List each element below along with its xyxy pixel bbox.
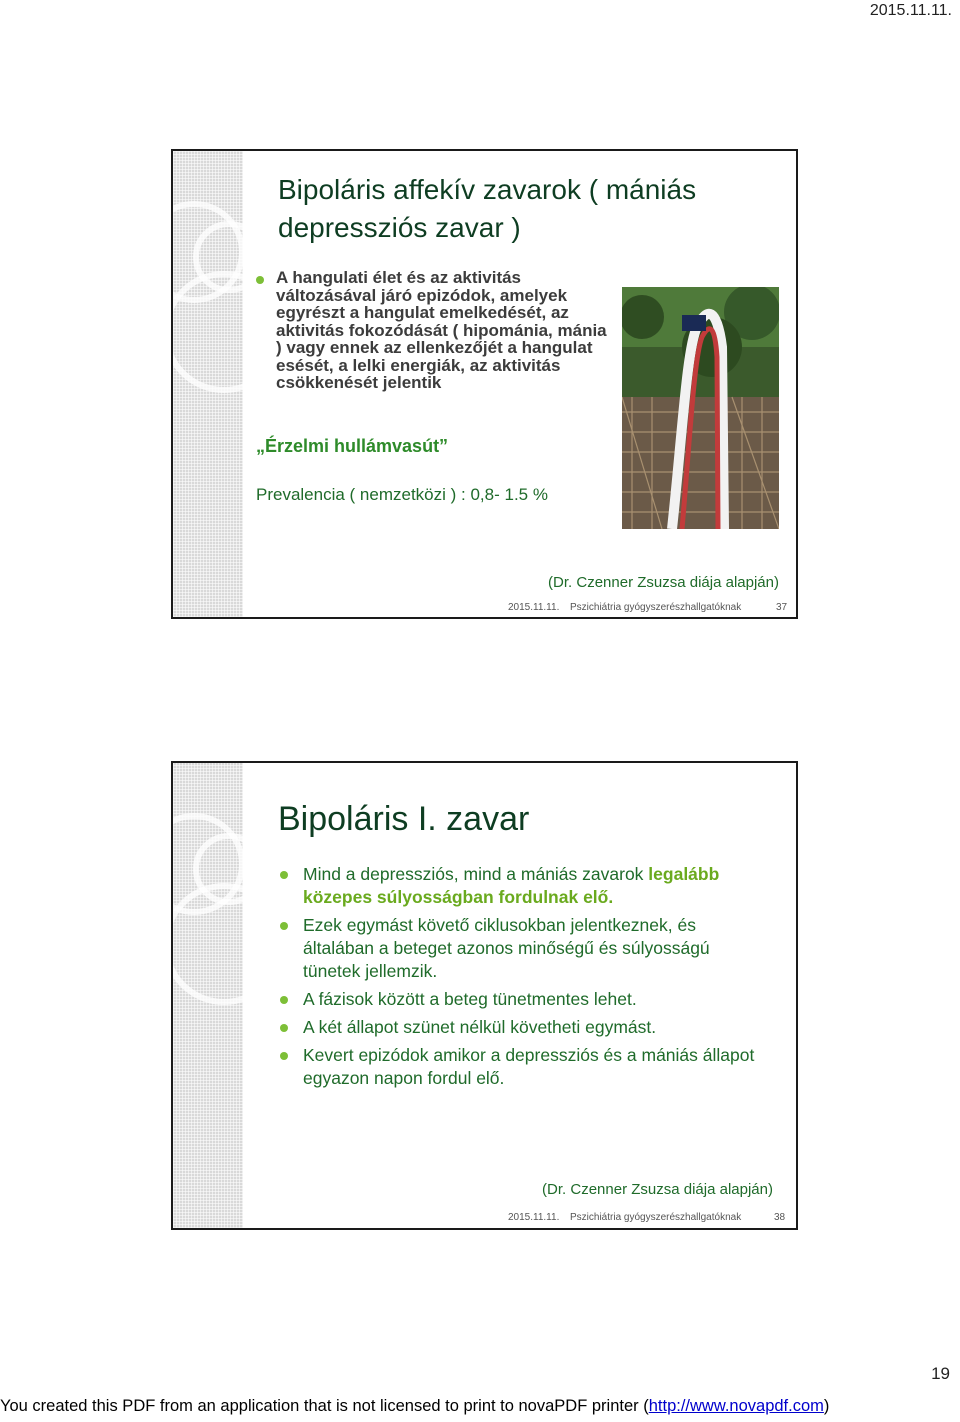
slide-decoration [173, 763, 243, 1228]
footer-course: Pszichiátria gyógyszerészhallgatóknak [570, 602, 742, 613]
footer-date: 2015.11.11. [508, 1212, 560, 1223]
credit-text: (Dr. Czenner Zsuzsa diája alapján) [542, 1181, 773, 1198]
slide-title: Bipoláris affekív zavarok ( mániás depressziós zavar ) [278, 174, 697, 243]
list-item [278, 1044, 758, 1090]
novapdf-link[interactable]: http://www.novapdf.com [648, 1397, 824, 1415]
slide-37 [171, 149, 798, 619]
bullet-dot-icon [280, 922, 288, 930]
slide-number: 37 [776, 602, 788, 613]
emphasis-text: „Érzelmi hullámvasút” [256, 436, 449, 456]
list-item [278, 1016, 758, 1039]
bullet-text: Ezek egymást követő ciklusokban jelentkeznek, és általában a beteget azonos minőségű és súlyosságú tünetek jellemzik. [303, 915, 710, 981]
page-date: 2015.11.11. [869, 2, 952, 19]
bullet-dot-icon [280, 1024, 288, 1032]
bullet-text: A hangulati élet és az aktivitás változásával járó epizódok, amelyek egyrészt a hangulat emelkedését, az aktivitás fokozódását ( hipománia, mánia ) vagy ennek az ellenkezőjét a hangulat esését, a lelki energiák, az aktivitás csökkenését jelentik [276, 268, 607, 392]
bullet-dot-icon [256, 276, 264, 284]
credit-text: (Dr. Czenner Zsuzsa diája alapján) [548, 574, 779, 591]
bullet-dot-icon [280, 996, 288, 1004]
license-notice [0, 1397, 829, 1416]
bullet-highlight: legalább közepes súlyosságban fordulnak elő. [303, 864, 720, 907]
bullet-text: A két állapot szünet nélkül követheti egymást. [303, 1017, 657, 1037]
prevalence-text: Prevalencia ( nemzetközi ) : 0,8- 1.5 % [256, 485, 548, 504]
slide-38 [171, 761, 798, 1230]
bullet-text: Kevert epizódok amikor a depressziós és a mániás állapot egyazon napon fordul elő. [303, 1045, 755, 1088]
list-item [278, 863, 758, 909]
footer-date: 2015.11.11. [508, 602, 560, 613]
bullet-text: A fázisok között a beteg tünetmentes lehet. [303, 989, 637, 1009]
license-prefix: You created this PDF from an application that is not licensed to print to novaPDF printer ( [0, 1397, 649, 1415]
slide-decoration [173, 151, 243, 617]
license-suffix: ) [823, 1397, 830, 1415]
bullet-item [248, 269, 608, 392]
list-item [278, 914, 758, 983]
slide-title: Bipoláris I. zavar [278, 800, 530, 838]
bullet-dot-icon [280, 871, 288, 879]
bullet-list [278, 863, 758, 1095]
footer-course: Pszichiátria gyógyszerészhallgatóknak [570, 1212, 742, 1223]
slide-number: 38 [774, 1212, 786, 1223]
bullet-text: Mind a depressziós, mind a mániás zavarok [303, 864, 649, 884]
list-item [278, 988, 758, 1011]
bullet-dot-icon [280, 1052, 288, 1060]
page-number: 19 [931, 1364, 950, 1383]
roller-coaster-photo [622, 287, 779, 529]
